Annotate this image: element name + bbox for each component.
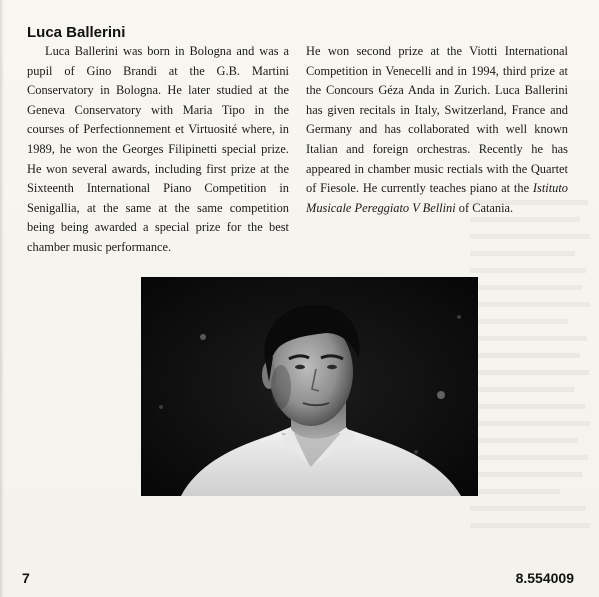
biography-column-left (27, 42, 289, 258)
biography-heading: Luca Ballerini (27, 24, 126, 41)
biography-paragraph-2-text: He won second prize at the Viotti International Competition in Venecelli and in 1994, third prize at the Concours Géza Anda in Zurich. Luca Ballerini has given recitals in Italy, Switzerland, France and Germany and has collaborated with well known Italian and foreign orchestras. Recently he has appeared in chamber music rectials with the Quartet of Fiesole. He currently teaches piano at the (306, 44, 568, 196)
biography-column-right (306, 42, 568, 218)
biography-paragraph-1: Luca Ballerini was born in Bologna and was a pupil of Gino Brandi at the G.B. Martini Conservatory in Bologna. He later studied at the Geneva Conservatory with Maria Tipo in the courses of Perfectionnement et Virtuosité where, in 1989, he won the Georges Filipinetti special prize. He won several awards, including first prize at the Sixteenth International Piano Competition in Senigallia, at the same at the same competition being being awarded a special prize for the best chamber music performance. (27, 44, 289, 254)
biography-paragraph-2 (306, 42, 568, 218)
institute-name: Istituto Musicale Pereggiato V Bellini (306, 181, 568, 215)
portrait-photo (141, 277, 478, 496)
catalog-number: 8.554009 (515, 570, 574, 586)
page-edge-shadow (0, 0, 4, 597)
show-through-text (470, 200, 590, 540)
page-number: 7 (22, 570, 30, 586)
biography-paragraph-2-ending: of Catania. (455, 200, 514, 215)
